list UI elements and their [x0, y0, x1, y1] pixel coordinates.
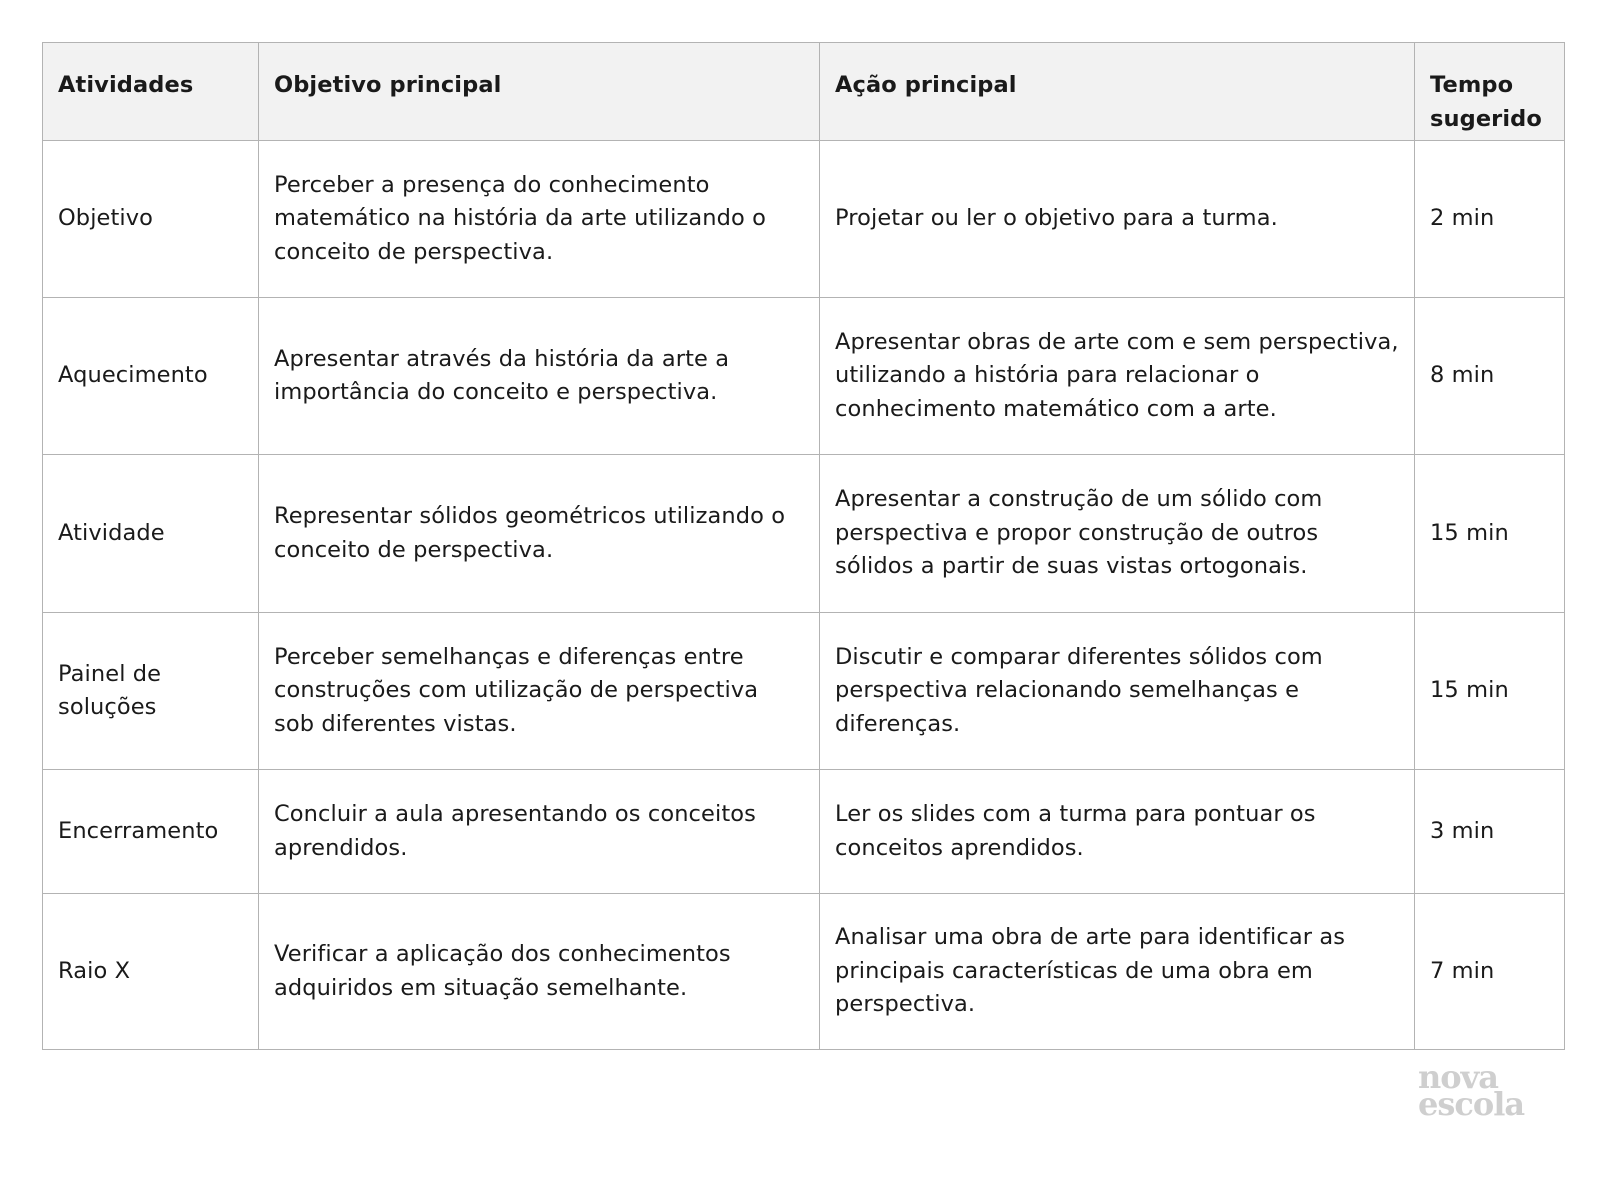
- action-cell: Discutir e comparar diferentes sólidos com perspectiva relacionando semelhanças e diferenças.: [820, 613, 1415, 770]
- time-cell: 2 min: [1415, 141, 1565, 298]
- table-row: [43, 141, 1565, 298]
- objective-cell: Perceber semelhanças e diferenças entre construções com utilização de perspectiva sob diferentes vistas.: [259, 613, 820, 770]
- logo-line-nova: nova: [1418, 1058, 1498, 1096]
- activity-cell: Raio X: [43, 894, 259, 1050]
- time-cell: 15 min: [1415, 455, 1565, 613]
- time-cell: 7 min: [1415, 894, 1565, 1050]
- action-cell: Apresentar obras de arte com e sem perspectiva, utilizando a história para relacionar o conhecimento matemático com a arte.: [820, 298, 1415, 455]
- header-activities: Atividades: [43, 43, 259, 141]
- time-cell: 15 min: [1415, 613, 1565, 770]
- activity-cell: Encerramento: [43, 770, 259, 894]
- activity-cell: Aquecimento: [43, 298, 259, 455]
- objective-cell: Perceber a presença do conhecimento matemático na história da arte utilizando o conceito de perspectiva.: [259, 141, 820, 298]
- header-main-action: Ação principal: [820, 43, 1415, 141]
- table-row: [43, 298, 1565, 455]
- nova-escola-logo: [1418, 1058, 1538, 1123]
- logo-line-escola: escola: [1418, 1085, 1525, 1123]
- action-cell: Analisar uma obra de arte para identificar as principais características de uma obra em perspectiva.: [820, 894, 1415, 1050]
- action-cell: Projetar ou ler o objetivo para a turma.: [820, 141, 1415, 298]
- objective-cell: Apresentar através da história da arte a importância do conceito e perspectiva.: [259, 298, 820, 455]
- table-row: [43, 455, 1565, 613]
- table-row: [43, 613, 1565, 770]
- action-cell: Ler os slides com a turma para pontuar os conceitos aprendidos.: [820, 770, 1415, 894]
- time-cell: 8 min: [1415, 298, 1565, 455]
- table-row: [43, 770, 1565, 894]
- activity-cell: Painel de soluções: [43, 613, 259, 770]
- activity-cell: Objetivo: [43, 141, 259, 298]
- action-cell: Apresentar a construção de um sólido com perspectiva e propor construção de outros sólidos a partir de suas vistas ortogonais.: [820, 455, 1415, 613]
- activity-cell: Atividade: [43, 455, 259, 613]
- table-row: [43, 894, 1565, 1050]
- table-header-row: [43, 43, 1565, 141]
- objective-cell: Representar sólidos geométricos utilizando o conceito de perspectiva.: [259, 455, 820, 613]
- objective-cell: Concluir a aula apresentando os conceitos aprendidos.: [259, 770, 820, 894]
- header-suggested-time: Tempo sugerido: [1415, 43, 1565, 141]
- objective-cell: Verificar a aplicação dos conhecimentos adquiridos em situação semelhante.: [259, 894, 820, 1050]
- time-cell: 3 min: [1415, 770, 1565, 894]
- header-main-objective: Objetivo principal: [259, 43, 820, 141]
- lesson-plan-table: [42, 42, 1565, 1050]
